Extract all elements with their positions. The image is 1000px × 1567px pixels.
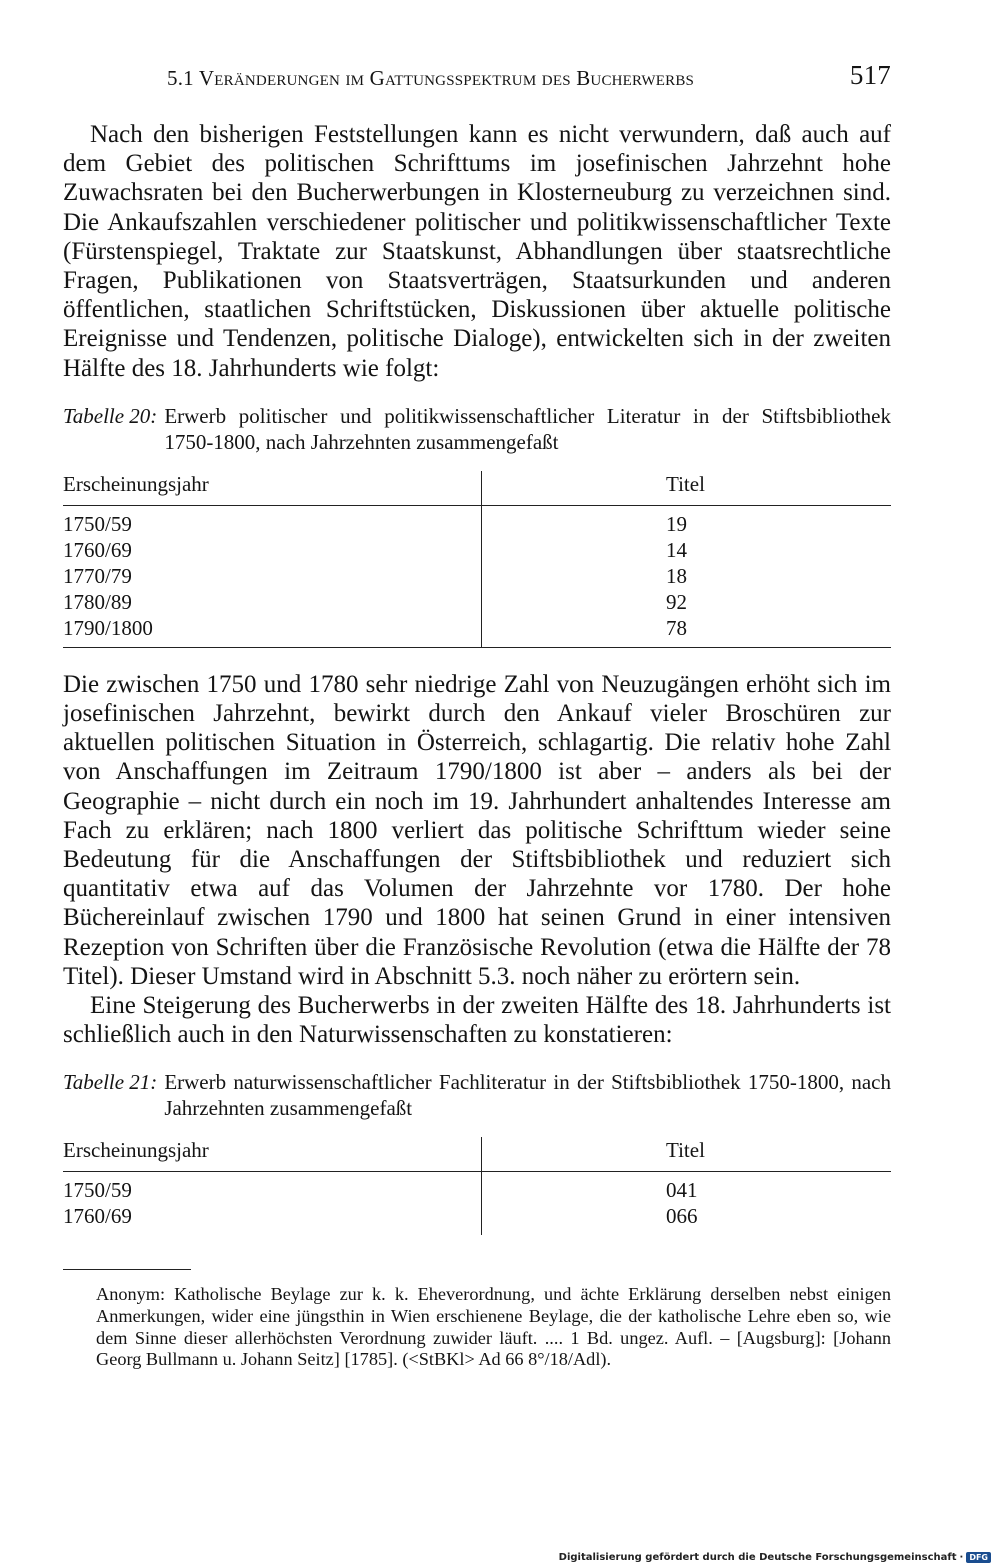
funding-note-text: Digitalisierung gefördert durch die Deutsche Forschungsgemeinschaft (558, 1552, 957, 1563)
table-20-caption (63, 403, 891, 455)
cell-count: 066 (482, 1203, 892, 1235)
table-21-label: Tabelle 21: (63, 1070, 158, 1095)
table-20-label: Tabelle 20: (63, 403, 158, 428)
running-head-title: 5.1 Veränderungen im Gattungsspektrum des Bucherwerbs (167, 66, 695, 90)
table-row (63, 1203, 891, 1235)
table-20-caption-text: Erwerb politischer und politikwissenschaftlicher Literatur in der Stiftsbibliothek 1750-1800, nach Jahrzehnten zusammengefaßt (164, 403, 891, 454)
column-header-year: Erscheinungsjahr (63, 1137, 482, 1172)
cell-count: 18 (482, 563, 892, 589)
cell-count: 19 (482, 505, 892, 537)
table-row (63, 615, 891, 648)
dfg-logo-icon: DFG (966, 1552, 991, 1563)
footnote-rule (63, 1269, 191, 1270)
paragraph-2: Die zwischen 1750 und 1780 sehr niedrige Zahl von Neuzugängen erhöht sich im josefinischen Jahrzehnt, bewirkt durch den Ankauf vieler Broschüren zur aktuellen politischen Situation in Österreich, schlagartig. Die relativ hohe Zahl von Anschaffungen im Zeitraum 1790/1800 ist aber – anders als bei der Geographie – nicht durch ein noch im 19. Jahrhundert anhaltendes Interesse am Fach zu erklären; nach 1800 verliert das politische Schrifttum wieder seine Bedeutung für die Anschaffungen der Stiftsbibliothek und reduziert sich quantitativ etwa auf das Volumen der Jahrzehnte vor 1780. Der hohe Büchereinlauf zwischen 1790 und 1800 hat seinen Grund in einer intensiven Rezeption von Schriften über die Französische Revolution (etwa die Hälfte der 78 Titel). Dieser Umstand wird in Abschnitt 5.3. noch näher zu erörtern sein. (63, 670, 891, 990)
cell-year: 1750/59 (63, 511, 132, 536)
footnote: Anonym: Katholische Beylage zur k. k. Eheverordnung, und ächte Erklärung derselben nebst einigen Anmerkungen, wider eine jüngsthin in Wien erschienene Beylage, die der katholische Lehre eben so, wie dem Sinne dieser allerhöchsten Verordnung zuwider läuft. .... 1 Bd. ungez. Aufl. – [Augsburg]: [Johann Georg Bullmann u. Johann Seitz] [1785]. (<StBKl> Ad 66 8°/18/Adl). (96, 1284, 891, 1370)
table-header-row (63, 471, 891, 506)
cell-count: 78 (482, 615, 892, 648)
cell-count: 92 (482, 589, 892, 615)
table-row (63, 505, 891, 537)
paragraph-3: Eine Steigerung des Bucherwerbs in der zweiten Hälfte des 18. Jahrhunderts ist schließlich auch in den Naturwissenschaften zu konstatieren: (63, 992, 891, 1049)
paragraph-1: Nach den bisherigen Feststellungen kann es nicht verwundern, daß auch auf dem Gebiet des politischen Schrifttums im josefinischen Jahrzehnt hohe Zuwachsraten bei den Bucherwerbungen in Klosterneuburg zu verzeichnen sind. Die Ankaufszahlen verschiedener politischer und politikwissenschaftlicher Texte (Fürstenspiegel, Traktate zur Staatskunst, Abhandlungen über staatsrechtliche Fragen, Publikationen von Staatsverträgen, Staatsurkunden und anderen öffentlichen, staatlichen Schriftstücken, Diskussionen über aktuelle politische Ereignisse und Tendenzen, politische Dialoge), entwickelten sich in der zweiten Hälfte des 18. Jahrhunderts wie folgt: (63, 121, 891, 382)
cell-year: 1780/89 (63, 589, 132, 614)
column-header-titles: Titel (482, 471, 892, 506)
page (63, 58, 891, 1371)
table-row (63, 537, 891, 563)
cell-year: 1770/79 (63, 563, 132, 588)
cell-year: 1760/69 (63, 1204, 132, 1229)
table-21-caption-text: Erwerb naturwissenschaftlicher Fachliteratur in der Stiftsbibliothek 1750-1800, nach Jahrzehnten zusammengefaßt (164, 1070, 891, 1121)
column-header-year: Erscheinungsjahr (63, 471, 482, 506)
table-header-row (63, 1137, 891, 1172)
table-21-caption (63, 1069, 891, 1121)
table-21 (63, 1137, 891, 1235)
table-20 (63, 471, 891, 648)
column-header-titles: Titel (482, 1137, 892, 1172)
cell-year: 1760/69 (63, 537, 132, 562)
table-row (63, 563, 891, 589)
funding-note: Digitalisierung gefördert durch die Deutsche Forschungsgemeinschaft · DFG (559, 1552, 991, 1563)
cell-count: 14 (482, 537, 892, 563)
table-row (63, 589, 891, 615)
table-row (63, 1172, 891, 1204)
cell-count: 041 (482, 1172, 892, 1204)
running-head (63, 58, 891, 98)
cell-year: 1750/59 (63, 1178, 132, 1203)
page-number: 517 (849, 60, 891, 90)
cell-year: 1790/1800 (63, 615, 153, 640)
